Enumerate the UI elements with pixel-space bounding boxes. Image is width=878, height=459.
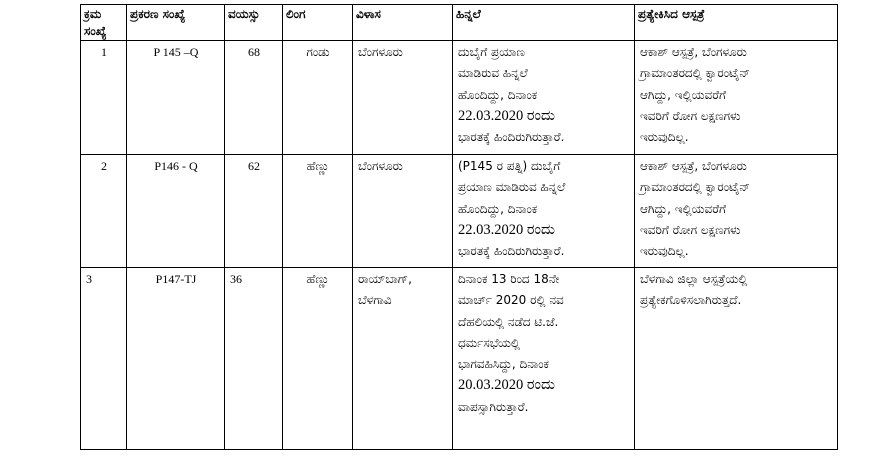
header-age: ವಯಸ್ಸು xyxy=(225,5,283,41)
case-no-cell: P 145 –Q xyxy=(127,41,225,155)
serial-cell: 2 xyxy=(81,155,127,268)
case-no-cell: P147-TJ xyxy=(127,268,225,450)
table-row xyxy=(81,268,838,450)
age-cell: 68 xyxy=(225,41,283,155)
hospital-cell: ಬೆಳಗಾವಿ ಜಿಲ್ಲಾ ಆಸ್ಪತ್ರೆಯಲ್ಲಿ ಪ್ರತ್ಯೇಕಗೊಳಿಸಲಾಗಿರುತ್ತದೆ. xyxy=(635,268,838,450)
header-history: ಹಿನ್ನಲೆ xyxy=(453,5,635,41)
hospital-cell: ಆಕಾಶ್ ಆಸ್ಪತ್ರೆ, ಬೆಂಗಳೂರು ಗ್ರಾಮಾಂತರದಲ್ಲಿ ಕ್ವಾರಂಟೈನ್ ಆಗಿದ್ದು, ಇಲ್ಲಿಯವರೆಗೆ ಇವರಿಗೆ ರೋಗ ಲಕ್ಷಣಗಳು ಇರುವುದಿಲ್ಲ. xyxy=(635,155,838,268)
header-gender: ಲಿಂಗ xyxy=(283,5,353,41)
gender-cell: ಹೆಣ್ಣು xyxy=(283,268,353,450)
case-no-cell: P146 - Q xyxy=(127,155,225,268)
header-serial: ಕ್ರಮ ಸಂಖ್ಯೆ xyxy=(81,5,127,41)
table-row xyxy=(81,155,838,268)
gender-cell: ಗಂಡು xyxy=(283,41,353,155)
address-cell: ಬೆಂಗಳೂರು xyxy=(353,155,453,268)
history-cell: ದುಬೈಗೆ ಪ್ರಯಾಣ ಮಾಡಿರುವ ಹಿನ್ನಲೆ ಹೊಂದಿದ್ದು, ದಿನಾಂಕ 22.03.2020 ರಂದು ಭಾರತಕ್ಕೆ ಹಿಂದಿರುಗಿರುತ್ತಾರೆ. xyxy=(453,41,635,155)
serial-cell: 3 xyxy=(81,268,127,450)
table-row xyxy=(81,41,838,155)
header-address: ವಿಳಾಸ xyxy=(353,5,453,41)
address-cell: ರಾಯ್‌ಬಾಗ್, ಬೆಳಗಾವಿ xyxy=(353,268,453,450)
age-cell: 36 xyxy=(225,268,283,450)
address-cell: ಬೆಂಗಳೂರು xyxy=(353,41,453,155)
header-hospital: ಪ್ರತ್ಯೇಕಿಸಿದ ಆಸ್ಪತ್ರೆ xyxy=(635,5,838,41)
patient-table xyxy=(80,4,838,450)
serial-cell: 1 xyxy=(81,41,127,155)
history-cell: (P145 ರ ಪತ್ನಿ) ದುಬೈಗೆ ಪ್ರಯಾಣ ಮಾಡಿರುವ ಹಿನ್ನಲೆ ಹೊಂದಿದ್ದು, ದಿನಾಂಕ 22.03.2020 ರಂದು ಭಾರತಕ್ಕೆ ಹಿಂದಿರುಗಿರುತ್ತಾರೆ. xyxy=(453,155,635,268)
header-case-no: ಪ್ರಕರಣ ಸಂಖ್ಯೆ xyxy=(127,5,225,41)
gender-cell: ಹೆಣ್ಣು xyxy=(283,155,353,268)
age-cell: 62 xyxy=(225,155,283,268)
hospital-cell: ಆಕಾಶ್ ಆಸ್ಪತ್ರೆ, ಬೆಂಗಳೂರು ಗ್ರಾಮಾಂತರದಲ್ಲಿ ಕ್ವಾರಂಟೈನ್ ಆಗಿದ್ದು, ಇಲ್ಲಿಯವರೆಗೆ ಇವರಿಗೆ ರೋಗ ಲಕ್ಷಣಗಳು ಇರುವುದಿಲ್ಲ. xyxy=(635,41,838,155)
header-row xyxy=(81,5,838,41)
history-cell: ದಿನಾಂಕ 13 ರಿಂದ 18ನೇ ಮಾರ್ಚ್ 2020 ರಲ್ಲಿ ನವ ದೆಹಲಿಯಲ್ಲಿ ನಡೆದ ಟಿ.ಜೆ. ಧರ್ಮಸಭೆಯಲ್ಲಿ ಭಾಗವಹಿಸಿದ್ದು, ದಿನಾಂಕ 20.03.2020 ರಂದು ವಾಪಸ್ಸಾಗಿರುತ್ತಾರೆ. xyxy=(453,268,635,450)
